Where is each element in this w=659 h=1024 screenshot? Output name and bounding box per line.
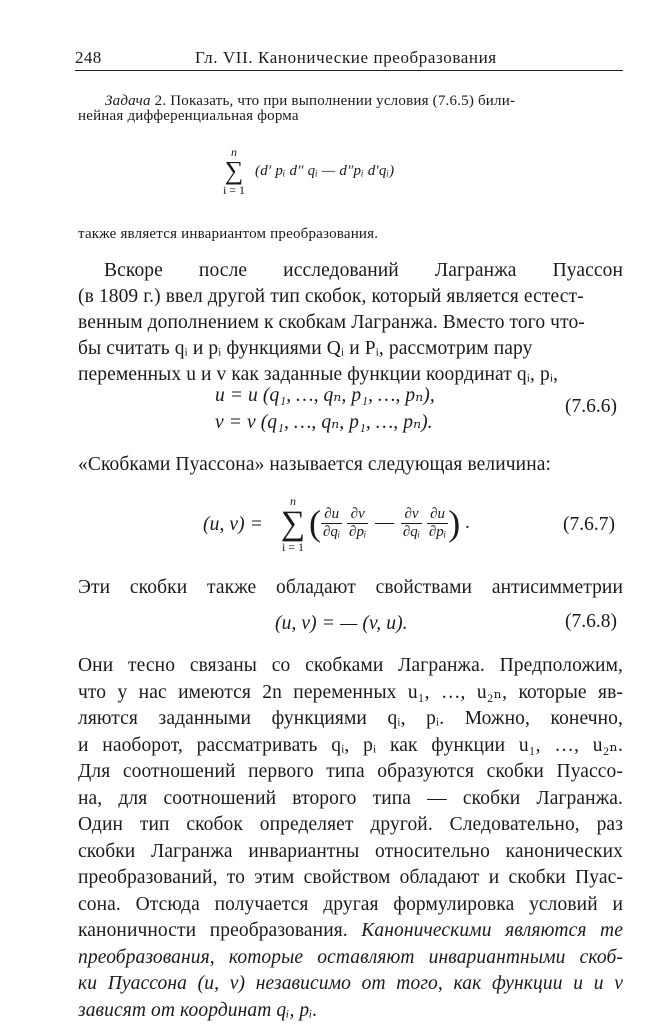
emphasis-text: Каноническими являются те: [361, 920, 623, 941]
para2: «Скобками Пуассона» называется следующая величина:: [78, 452, 551, 479]
para4-line: преобразований, то этим свойством обладают и скобки Пуас-: [78, 865, 623, 892]
task-line-2: нейная дифференциальная форма: [78, 105, 299, 127]
fraction: $\frac{\partial u}{\text{∂qᵢ}}$: [321, 506, 342, 541]
eq-767-summation: n ∑ i = 1: [276, 495, 310, 553]
task-closing: также является инвариантом преобразования.: [78, 223, 378, 245]
task-formula-body: (d′ pᵢ d″ qᵢ — d″pᵢ d′qᵢ): [255, 160, 394, 182]
para4-line: Они тесно связаны со скобками Лагранжа. Предположим,: [78, 653, 623, 680]
task-summation: n ∑ i = 1: [222, 146, 246, 196]
para4-line: что у нас имеются 2n переменных u₁, …, u₂ₙ, которые яв-: [78, 680, 623, 707]
fraction: $\frac{\partial u}{\text{∂pᵢ}}$: [427, 506, 448, 541]
running-header: [75, 44, 623, 70]
fraction: $\frac{\partial v}{\text{∂pᵢ}}$: [347, 506, 368, 541]
emphasis-line: ки Пуассона (u, v) независимо от того, как функции u и v: [78, 971, 623, 998]
para1-line2: (в 1809 г.) ввел другой тип скобок, который является естест-: [78, 284, 584, 311]
para4-line: сона. Отсюда получается другая формулировка условий и: [78, 892, 623, 919]
eq-766-line1: u = u (q₁, …, qₙ, p₁, …, pₙ),: [215, 383, 435, 410]
eq-768-number: (7.6.8): [565, 611, 617, 633]
para4-line: каноничности преобразования. Каноническими являются те: [78, 918, 623, 945]
para4-line: скобки Лагранжа инвариантны относительно канонических: [78, 839, 623, 866]
header-rule: [75, 70, 623, 71]
para4-line: ляются заданными функциями qᵢ, pᵢ. Можно, конечно,: [78, 706, 623, 733]
eq-768-expr: (u, v) = — (v, u).: [275, 611, 408, 638]
emphasis-line: преобразования, которые оставляют инвариантными скоб-: [78, 945, 623, 972]
chapter-title: Гл. VII. Канонические преобразования: [195, 48, 497, 68]
eq-767-lhs: (u, v) =: [203, 512, 263, 539]
task-line-1: Задача 2. Показать, что при выполнении условия (7.6.5) били-: [105, 90, 515, 112]
eq-767-number: (7.6.7): [563, 514, 615, 536]
eq-767-body: ( $\frac{\partial u}{\text{∂qᵢ}}$ $\frac{\partial v}{\text{∂pᵢ}}$ — $\frac{\partial v}{\text{∂qᵢ}}$ $\frac{\partial u}{\text{∂pᵢ}}$ ) .: [309, 502, 470, 544]
para4-line: Для соотношений первого типа образуются скобки Пуассо-: [78, 759, 623, 786]
task-label: Задача: [105, 93, 151, 109]
para4-line: на, для соотношений второго типа — скобки Лагранжа.: [78, 786, 623, 813]
fraction: $\frac{\partial v}{\text{∂qᵢ}}$: [401, 506, 422, 541]
para1-line5: переменных u и v как заданные функции координат qᵢ, pᵢ,: [78, 362, 558, 389]
para4-line: Один тип скобок определяет другой. Следовательно, раз: [78, 812, 623, 839]
para1-line4: бы считать qᵢ и pᵢ функциями Qᵢ и Pᵢ, рассмотрим пару: [78, 336, 532, 363]
para1-line1: Вскоре после исследований Лагранжа Пуассон: [104, 258, 623, 285]
eq-766-number: (7.6.6): [565, 396, 617, 418]
para4-line: и наоборот, рассматривать qᵢ, pᵢ как функции u₁, …, u₂ₙ.: [78, 733, 623, 760]
para4: [78, 653, 623, 1024]
para3: Эти скобки также обладают свойствами антисимметрии: [78, 575, 623, 602]
emphasis-line: зависят от координат qᵢ, pᵢ.: [78, 998, 623, 1024]
eq-766-line2: v = v (q₁, …, qₙ, p₁, …, pₙ).: [215, 410, 433, 437]
page-number: 248: [75, 48, 102, 68]
para1-line3: венным дополнением к скобкам Лагранжа. Вместо того что-: [78, 310, 585, 337]
